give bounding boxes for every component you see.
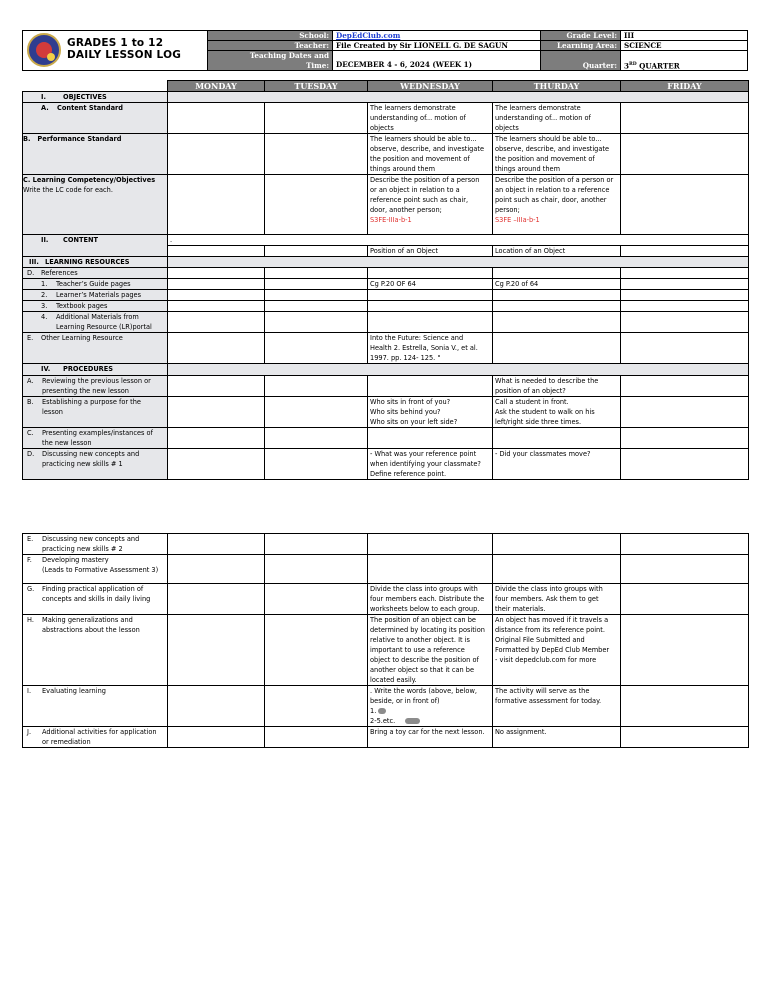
procedure-a-thursday: What is needed to describe the position of an object?: [493, 376, 621, 397]
content-wednesday: Position of an Object: [368, 246, 493, 257]
day-wednesday: WEDNESDAY: [368, 81, 493, 92]
teachers-guide-label: 1. Teacher’s Guide pages: [23, 279, 168, 290]
quarter-label: Quarter:: [541, 51, 620, 70]
day-friday: FRIDAY: [621, 81, 749, 92]
teacher-value: File Created by Sir LIONELL G. DE SAGUN: [336, 41, 508, 50]
procedure-i-wednesday: . Write the words (above, below, beside, or in front of) 1. 2-5.etc.: [368, 686, 493, 727]
learning-competency-thursday: Describe the position of a person or an object in relation to a reference point such as chair, door, another person; S3FE –IIIa-b-1: [493, 175, 621, 235]
procedure-a-label: A. Reviewing the previous lesson or presenting the new lesson: [23, 376, 168, 397]
objectives-heading: I. OBJECTIVES: [23, 92, 168, 103]
content-thursday: Location of an Object: [493, 246, 621, 257]
learning-competency-label: C. Learning Competency/Objectives Write the LC code for each.: [23, 175, 168, 235]
textbook-pages-label: 3. Textbook pages: [23, 301, 168, 312]
procedure-j-label: J. Additional activities for application or remediation: [23, 727, 168, 748]
procedure-c-label: C. Presenting examples/instances of the new lesson: [23, 428, 168, 449]
procedure-i-label: I. Evaluating learning: [23, 686, 168, 727]
day-thursday: THURDAY: [493, 81, 621, 92]
content-heading: II. CONTENT: [23, 235, 168, 257]
procedures-heading: IV. PROCEDURES: [23, 364, 168, 376]
procedure-h-thursday: An object has moved if it travels a distance from its reference point. Original File Submitted and Formatted by DepEd Club Member - visit depedclub.com for more: [493, 615, 621, 686]
thought-bubble-icon: [378, 708, 386, 714]
grade-label: Grade Level:: [541, 31, 620, 40]
lesson-log-table-page-1: [22, 80, 749, 480]
performance-standard-wednesday: The learners should be able to... observe, describe, and investigate the position and movement of things around them: [368, 134, 493, 175]
procedure-b-thursday: Call a student in front. Ask the student to walk on his left/right side three times.: [493, 397, 621, 428]
procedure-b-wednesday: Who sits in front of you? Who sits behind you? Who sits on your left side?: [368, 397, 493, 428]
dates-value: DECEMBER 4 - 6, 2024 (WEEK 1): [336, 60, 472, 69]
references-label: D. References: [23, 268, 168, 279]
learning-competency-wednesday: Describe the position of a person or an object in relation to a reference point such as chair, door, another person; S3FE-IIIa-b-1: [368, 175, 493, 235]
day-monday: MONDAY: [168, 81, 265, 92]
lesson-log-header: [22, 30, 748, 71]
procedure-f-label: F. Developing mastery (Leads to Formative Assessment 3): [23, 555, 168, 584]
procedure-d-label: D. Discussing new concepts and practicing new skills # 1: [23, 449, 168, 480]
other-learning-resource-label: E. Other Learning Resource: [23, 333, 168, 364]
procedure-d-wednesday: - What was your reference point when identifying your classmate? Define reference point.: [368, 449, 493, 480]
procedure-i-thursday: The activity will serve as the formative assessment for today.: [493, 686, 621, 727]
content-note: .: [168, 235, 749, 246]
performance-standard-thursday: The learners should be able to... observe, describe, and investigate the position and movement of things around them: [493, 134, 621, 175]
teacher-label: Teacher:: [208, 41, 332, 50]
content-standard-thursday: The learners demonstrate understanding of... motion of objects: [493, 103, 621, 134]
procedure-e-label: E. Discussing new concepts and practicing new skills # 2: [23, 534, 168, 555]
area-value: SCIENCE: [624, 41, 662, 50]
school-label: School:: [208, 31, 332, 40]
procedure-j-wednesday: Bring a toy car for the next lesson.: [368, 727, 493, 748]
area-label: Learning Area:: [541, 41, 620, 50]
header-title-block: [23, 31, 208, 70]
day-tuesday: TUESDAY: [265, 81, 368, 92]
content-standard-label: A. Content Standard: [23, 103, 168, 134]
grade-value: III: [624, 31, 635, 40]
teachers-guide-thursday: Cg P.20 of 64: [493, 279, 621, 290]
learners-materials-label: 2. Learner’s Materials pages: [23, 290, 168, 301]
procedure-d-thursday: - Did your classmates move?: [493, 449, 621, 480]
quarter-value: 3RD QUARTER: [624, 61, 680, 71]
procedure-g-wednesday: Divide the class into groups with four members each. Distribute the worksheets below to each group.: [368, 584, 493, 615]
lesson-log-table-page-2: [22, 533, 749, 748]
header-title: GRADES 1 to 12 DAILY LESSON LOG: [67, 37, 182, 61]
procedure-b-label: B. Establishing a purpose for the lesson: [23, 397, 168, 428]
procedure-g-thursday: Divide the class into groups with four members. Ask them to get their materials.: [493, 584, 621, 615]
cloud-icon: [405, 718, 420, 724]
additional-materials-label: 4. Additional Materials from Learning Resource (LR)portal: [23, 312, 168, 333]
learning-resources-heading: III. LEARNING RESOURCES: [23, 257, 168, 268]
other-resource-wednesday: Into the Future: Science and Health 2. Estrella, Sonia V., et al. 1997. pp. 124- 125. ": [368, 333, 493, 364]
procedure-h-wednesday: The position of an object can be determined by locating its position relative to another object. It is important to use a reference object to describe the position of another object so that it can be located easily.: [368, 615, 493, 686]
school-value[interactable]: DepEdClub.com: [336, 31, 401, 40]
deped-seal-icon: [27, 33, 61, 67]
performance-standard-label: B. Performance Standard: [23, 134, 168, 175]
procedure-g-label: G. Finding practical application of concepts and skills in daily living: [23, 584, 168, 615]
teachers-guide-wednesday: Cg P.20 OF 64: [368, 279, 493, 290]
content-standard-wednesday: The learners demonstrate understanding of... motion of objects: [368, 103, 493, 134]
dates-label: Teaching Dates and Time:: [208, 51, 332, 70]
procedure-h-label: H. Making generalizations and abstractions about the lesson: [23, 615, 168, 686]
procedure-j-thursday: No assignment.: [493, 727, 621, 748]
